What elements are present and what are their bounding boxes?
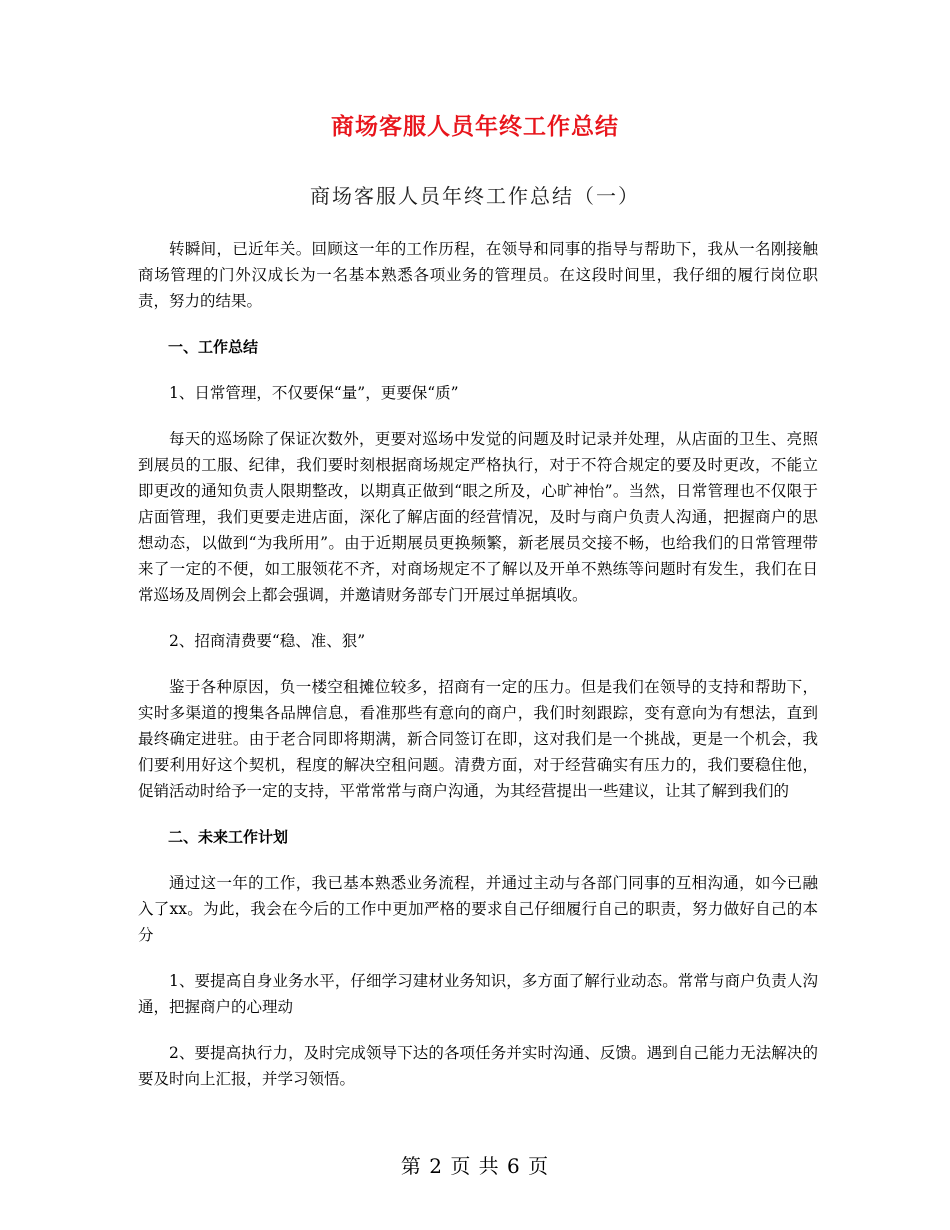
document-title: 商场客服人员年终工作总结	[331, 114, 619, 140]
paragraph-daily-management: 每天的巡场除了保证次数外，更要对巡场中发觉的问题及时记录并处理，从店面的卫生、亮照到展员的工服、纪律，我们要时刻根据商场规定严格执行，对于不符合规定的要及时更改，不能立即更改的通知负责人限期整改，以期真正做到“眼之所及，心旷神怡”。当然，日常管理也不仅限于店面管理，我们更要走进店面，深化了解店面的经营情况，及时与商户负责人沟通，把握商户的思想动态，以做到“为我所用”。由于近期展员更换频繁，新老展员交接不畅，也给我们的日常管理带来了一定的不便，如工服领花不齐，对商场规定不了解以及开单不熟练等问题时有发生，我们在日常巡场及周例会上都会强调，并邀请财务部专门开展过单据填收。	[138, 430, 818, 604]
section-heading-future-plan: 二、未来工作计划	[168, 828, 289, 846]
paragraph-plan-item-1: 1、要提高自身业务水平，仔细学习建材业务知识，多方面了解行业动态。常常与商户负责人沟通，把握商户的心理动	[138, 972, 818, 1016]
subheading-leasing-fees: 2、招商清费要“稳、准、狠”	[169, 632, 366, 650]
section-heading-work-summary: 一、工作总结	[168, 338, 259, 356]
intro-paragraph: 转瞬间，已近年关。回顾这一年的工作历程，在领导和同事的指导与帮助下，我从一名刚接触商场管理的门外汉成长为一名基本熟悉各项业务的管理员。在这段时间里，我仔细的履行岗位职责，努力的结果。	[138, 240, 818, 310]
document-subtitle: 商场客服人员年终工作总结（一）	[310, 184, 640, 208]
paragraph-plan-item-2: 2、要提高执行力，及时完成领导下达的各项任务并实时沟通、反馈。遇到自己能力无法解决的要及时向上汇报，并学习领悟。	[138, 1044, 818, 1088]
page-footer	[0, 1150, 950, 1179]
page-number-label: 第 2 页 共 6 页	[400, 1154, 550, 1178]
paragraph-leasing-fees: 鉴于各种原因，负一楼空租摊位较多，招商有一定的压力。但是我们在领导的支持和帮助下，实时多渠道的搜集各品牌信息，看准那些有意向的商户，我们时刻跟踪，变有意向为有想法，直到最终确定进驻。由于老合同即将期满，新合同签订在即，这对我们是一个挑战，更是一个机会，我们要利用好这个契机，程度的解决空租问题。清费方面，对于经营确实有压力的，我们要稳住他，促销活动时给予一定的支持，平常常常与商户沟通，为其经营提出一些建议，让其了解到我们的	[138, 678, 818, 800]
subheading-daily-management: 1、日常管理，不仅要保“量”，更要保“质”	[169, 384, 459, 402]
paragraph-future-plan-intro: 通过这一年的工作，我已基本熟悉业务流程，并通过主动与各部门同事的互相沟通，如今已融入了xx。为此，我会在今后的工作中更加严格的要求自己仔细履行自己的职责，努力做好自己的本分	[138, 874, 818, 944]
document-body	[138, 236, 818, 1112]
